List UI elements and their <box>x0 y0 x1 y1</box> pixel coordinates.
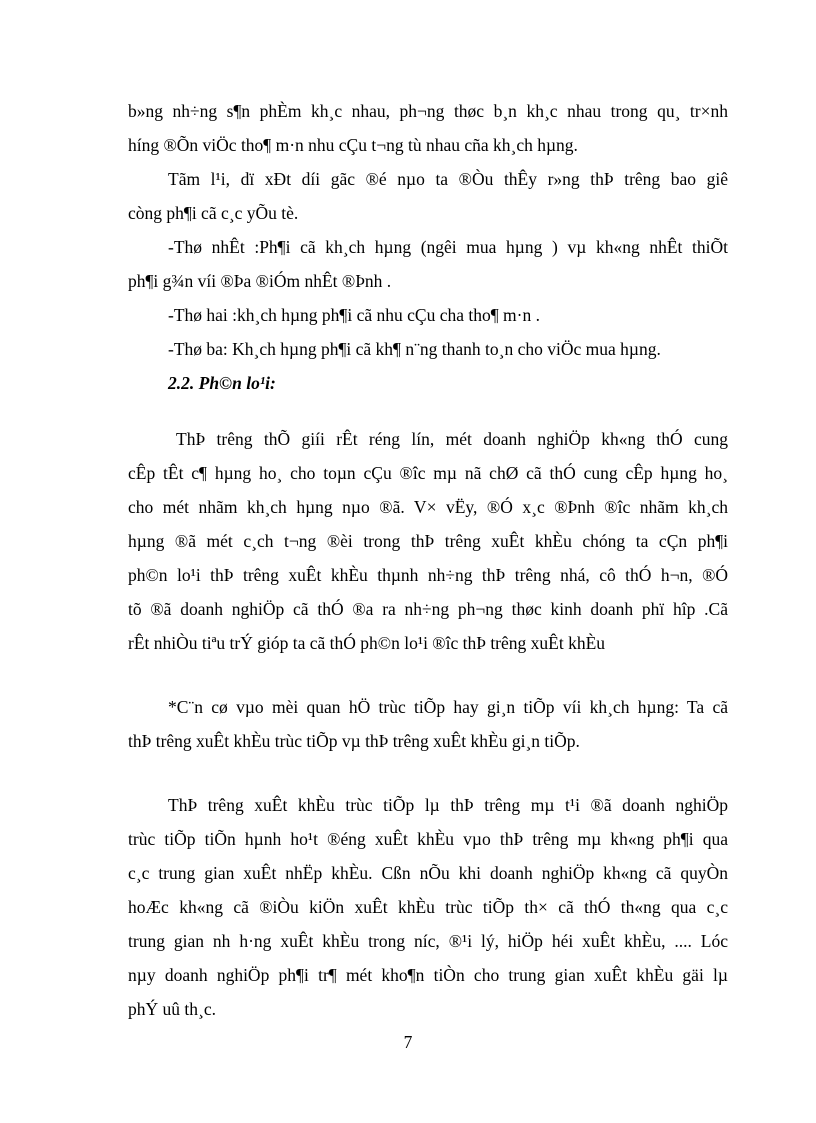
text-line: b»ng nh÷ng s¶n phÈm kh¸c nhau, ph¬ng thøc b¸n kh¸c nhau trong qu¸ tr×nh <box>128 101 728 121</box>
text-line: trung gian nh h·ng xuÊt khÈu trong níc, ®¹i lý, hiÖp héi xuÊt khÈu, .... Lóc <box>128 931 728 951</box>
text-line: hµng ®ã mét c¸ch t¬ng ®èi trong thÞ trêng xuÊt khÈu chóng ta cÇn ph¶i <box>128 531 728 551</box>
text-line: *C¨n cø vµo mèi quan hÖ trùc tiÕp hay gi¸n tiÕp víi kh¸ch hµng: Ta cã <box>168 697 728 717</box>
text-line: rÊt nhiÒu tiªu trÝ gióp ta cã thÓ ph©n lo¹i ®îc thÞ trêng xuÊt khÈu <box>128 633 606 653</box>
text-line: -Thø nhÊt :Ph¶i cã kh¸ch hµng (ngêi mua hµng ) vµ kh«ng nhÊt thiÕt <box>168 237 728 257</box>
text-line: c¸c trung gian xuÊt nhËp khÈu. Cßn nÕu khi doanh nghiÖp kh«ng cã quyÒn <box>128 863 728 883</box>
text-line: ThÞ trêng thÕ giíi rÊt réng lín, mét doanh nghiÖp kh«ng thÓ cung <box>176 429 728 449</box>
text-line: híng ®Õn viÖc tho¶ m·n nhu cÇu t¬ng tù nhau cña kh¸ch hµng. <box>128 135 578 155</box>
text-line: ph©n lo¹i thÞ trêng xuÊt khÈu thµnh nh÷ng thÞ trêng nhá, cô thÓ h¬n, ®Ó <box>128 565 728 585</box>
text-line: cÊp tÊt c¶ hµng ho¸ cho toµn cÇu ®îc mµ nã chØ cã thÓ cung cÊp hµng ho¸ <box>128 463 728 483</box>
text-line: còng ph¶i cã c¸c yÕu tè. <box>128 203 299 223</box>
text-line: thÞ trêng xuÊt khÈu trùc tiÕp vµ thÞ trêng xuÊt khÈu gi¸n tiÕp. <box>128 731 580 751</box>
text-line: trùc tiÕp tiÕn hµnh ho¹t ®éng xuÊt khÈu vµo thÞ trêng mµ kh«ng ph¶i qua <box>128 829 728 849</box>
text-line: tõ ®ã doanh nghiÖp cã thÓ ®a ra nh÷ng ph¬ng thøc kinh doanh phï hîp .Cã <box>128 599 728 619</box>
text-line: ph¶i g¾n víi ®Þa ®iÓm nhÊt ®Þnh . <box>128 271 392 291</box>
spacer <box>128 660 728 690</box>
section-heading: 2.2. Ph©n lo¹i: <box>168 373 276 393</box>
spacer <box>128 758 728 788</box>
text-line: cho mét nhãm kh¸ch hµng nµo ®ã. V× vËy, ®Ó x¸c ®Þnh ®îc nhãm kh¸ch <box>128 497 728 517</box>
text-line: -Thø hai :kh¸ch hµng ph¶i cã nhu cÇu cha tho¶ m·n . <box>168 305 540 325</box>
body-text <box>128 94 728 1026</box>
text-line: phÝ uû th¸c. <box>128 999 216 1019</box>
text-line: Tãm l¹i, dï xÐt díi gãc ®é nµo ta ®Òu thÊy r»ng thÞ trêng bao giê <box>168 169 728 189</box>
page-number: 7 <box>403 1032 413 1052</box>
text-line: hoÆc kh«ng cã ®iÒu kiÖn xuÊt khÈu trùc tiÕp th× cã thÓ th«ng qua c¸c <box>128 897 728 917</box>
text-line: nµy doanh nghiÖp ph¶i tr¶ mét kho¶n tiÒn cho trung gian xuÊt khÈu gäi lµ <box>128 965 728 985</box>
text-line: ThÞ trêng xuÊt khÈu trùc tiÕp lµ thÞ trêng mµ t¹i ®ã doanh nghiÖp <box>168 795 728 815</box>
spacer <box>128 400 728 422</box>
text-line: -Thø ba: Kh¸ch hµng ph¶i cã kh¶ n¨ng thanh to¸n cho viÖc mua hµng. <box>168 339 661 359</box>
